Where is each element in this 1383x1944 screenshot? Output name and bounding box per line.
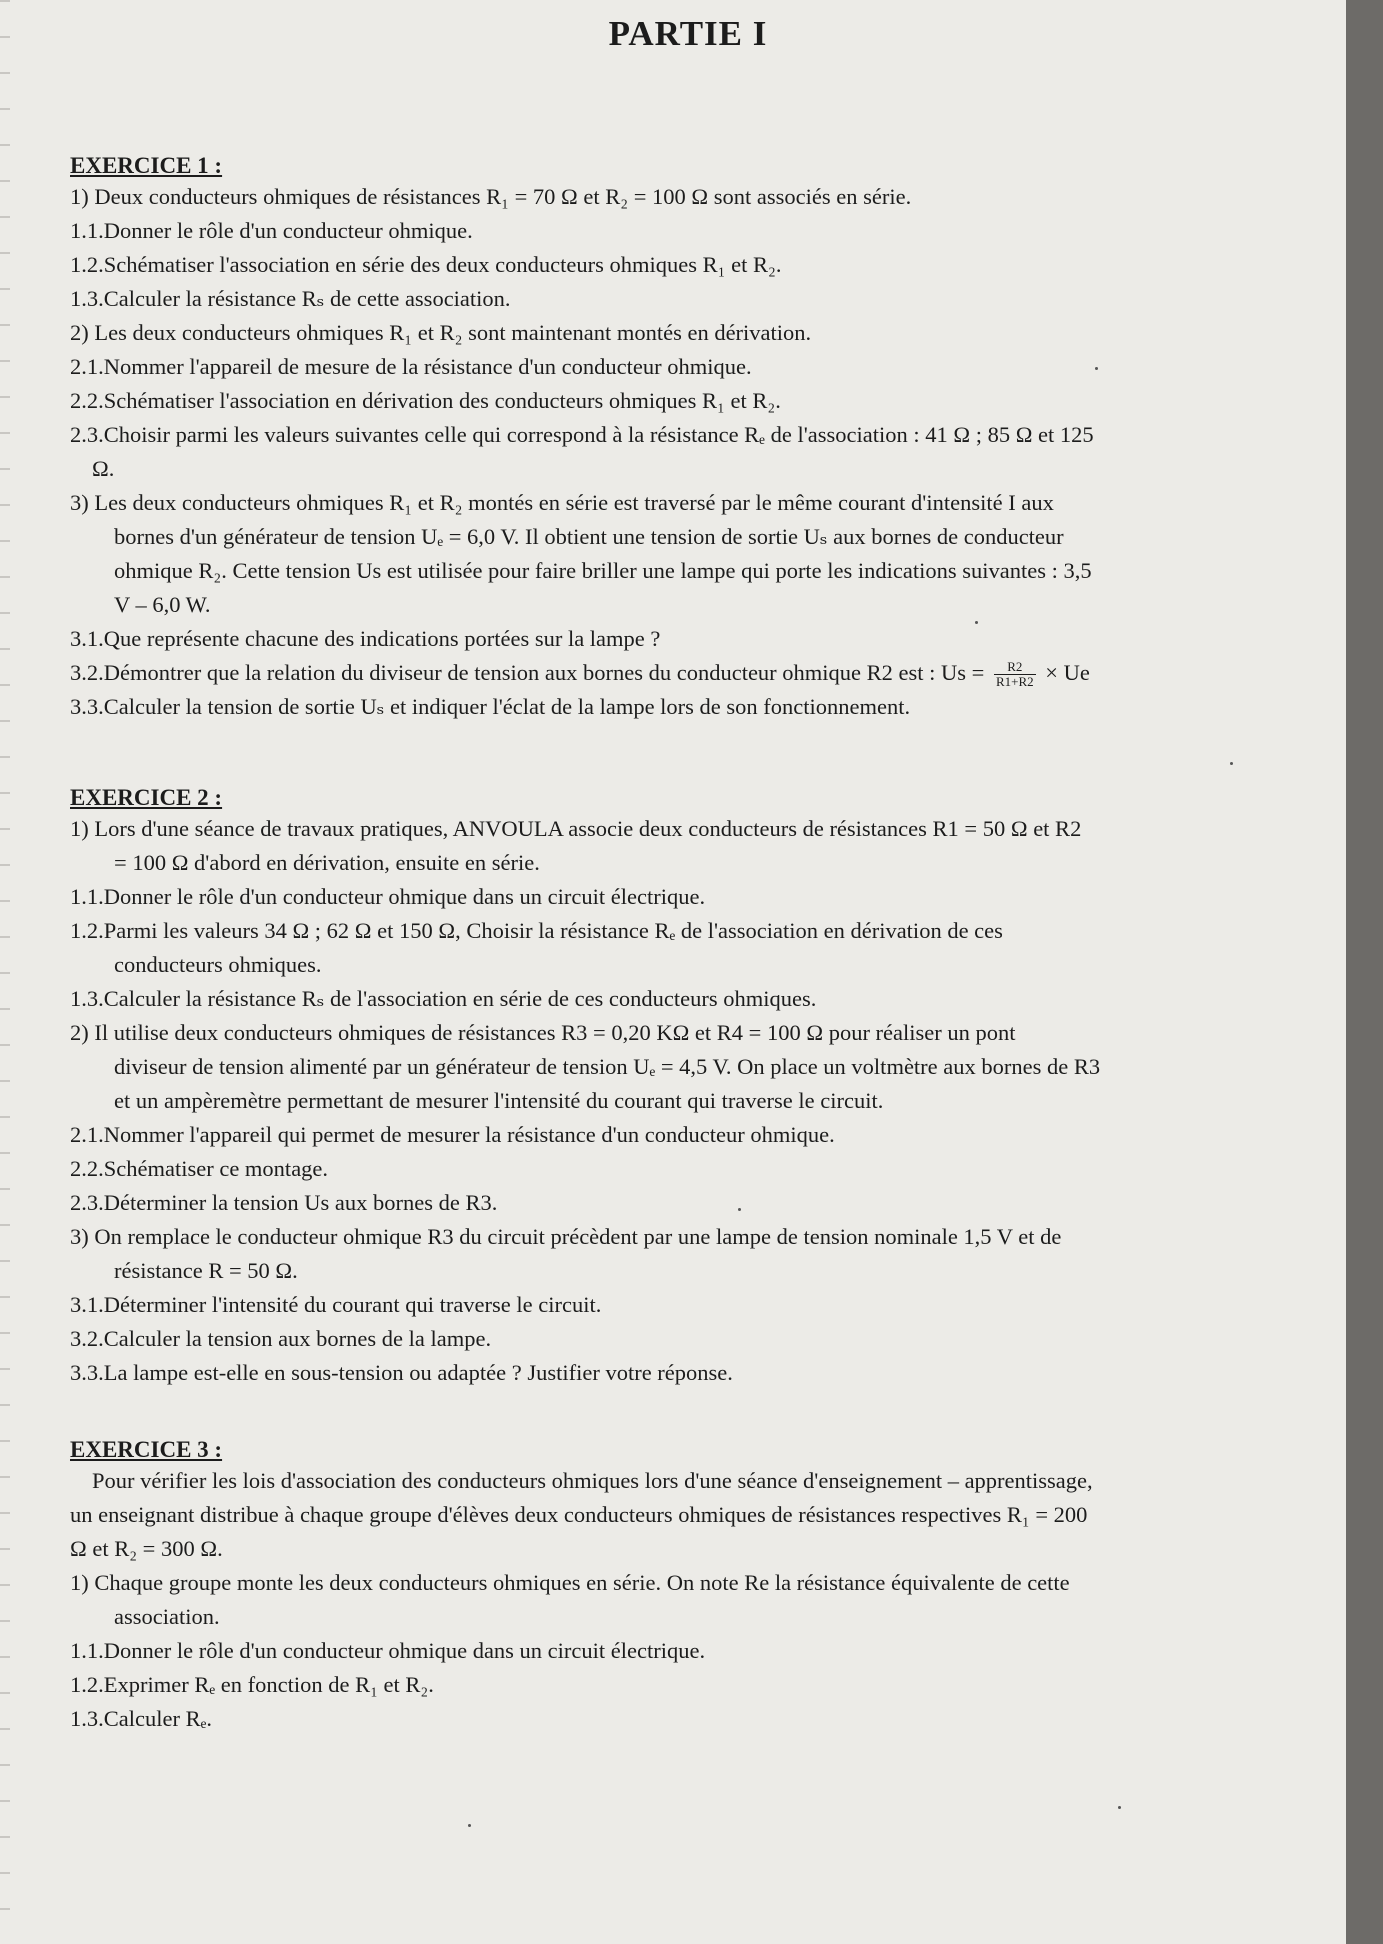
ex1-line: 1.1.Donner le rôle d'un conducteur ohmique. bbox=[70, 218, 473, 243]
exercise-3 bbox=[70, 1436, 1306, 1736]
ex1-formula-text: 3.2.Démontrer que la relation du diviseur de tension aux bornes du conducteur ohmique R2 est : Us = bbox=[70, 660, 985, 685]
speck bbox=[1230, 762, 1233, 765]
exercise-1-title: EXERCICE 1 : bbox=[70, 153, 223, 178]
fraction-denominator: R1+R2 bbox=[995, 674, 1034, 690]
page-edge bbox=[0, 0, 10, 1944]
ex3-line: 1.2.Exprimer Rₑ en fonction de R₁ et R₂. bbox=[70, 1672, 434, 1697]
ex1-line: 3.3.Calculer la tension de sortie Uₛ et indiquer l'éclat de la lampe lors de son fonctionnement. bbox=[70, 694, 911, 719]
fraction-numerator: R2 bbox=[994, 660, 1036, 675]
exercise-2-title: EXERCICE 2 : bbox=[70, 785, 223, 810]
ex1-line: 2.1.Nommer l'appareil de mesure de la résistance d'un conducteur ohmique. bbox=[70, 354, 752, 379]
ex2-line: 2) Il utilise deux conducteurs ohmiques de résistances R3 = 0,20 KΩ et R4 = 100 Ω pour réaliser un pont bbox=[70, 1020, 1016, 1045]
ex3-line: 1) Chaque groupe monte les deux conducteurs ohmiques en série. On note Re la résistance équivalente de cette bbox=[70, 1570, 1070, 1595]
ex2-line: 2.2.Schématiser ce montage. bbox=[70, 1156, 329, 1181]
ex1-line: 2) Les deux conducteurs ohmiques R₁ et R₂ sont maintenant montés en dérivation. bbox=[70, 320, 812, 345]
speck bbox=[1095, 367, 1098, 370]
speck bbox=[1118, 1806, 1121, 1809]
ex3-line: Ω et R₂ = 300 Ω. bbox=[70, 1536, 223, 1561]
speck bbox=[975, 621, 978, 624]
ex2-line: 2.1.Nommer l'appareil qui permet de mesurer la résistance d'un conducteur ohmique. bbox=[70, 1122, 835, 1147]
exercise-2 bbox=[70, 784, 1306, 1390]
ex1-divider-formula-line bbox=[70, 656, 1306, 690]
ex1-line: bornes d'un générateur de tension Uₑ = 6,0 V. Il obtient une tension de sortie Uₛ aux bornes de conducteur bbox=[114, 524, 1064, 549]
ex3-line: un enseignant distribue à chaque groupe d'élèves deux conducteurs ohmiques de résistances respectives R₁ = 200 bbox=[70, 1502, 1088, 1527]
ex1-line: 1.2.Schématiser l'association en série des deux conducteurs ohmiques R₁ et R₂. bbox=[70, 252, 782, 277]
ex3-line: association. bbox=[114, 1604, 220, 1629]
ex1-line: 1) Deux conducteurs ohmiques de résistances R₁ = 70 Ω et R₂ = 100 Ω sont associés en série. bbox=[70, 184, 912, 209]
ex2-line: 3.2.Calculer la tension aux bornes de la lampe. bbox=[70, 1326, 492, 1351]
ex2-line: 3.3.La lampe est-elle en sous-tension ou adaptée ? Justifier votre réponse. bbox=[70, 1360, 733, 1385]
ex3-line: Pour vérifier les lois d'association des conducteurs ohmiques lors d'une séance d'enseignement – apprentissage, bbox=[92, 1468, 1093, 1493]
speck bbox=[468, 1824, 471, 1827]
exercise-3-title: EXERCICE 3 : bbox=[70, 1437, 223, 1462]
ex2-line: résistance R = 50 Ω. bbox=[114, 1258, 298, 1283]
ex2-line: 3.1.Déterminer l'intensité du courant qui traverse le circuit. bbox=[70, 1292, 602, 1317]
ex1-line: 2.3.Choisir parmi les valeurs suivantes celle qui correspond à la résistance Rₑ de l'association : 41 Ω ; 85 Ω et 125 bbox=[70, 422, 1094, 447]
ex2-line: et un ampèremètre permettant de mesurer l'intensité du courant qui traverse le circuit. bbox=[114, 1088, 884, 1113]
ex1-line: ohmique R₂. Cette tension Us est utilisée pour faire briller une lampe qui porte les indications suivantes : 3,5 bbox=[114, 558, 1092, 583]
ex1-line: 3) Les deux conducteurs ohmiques R₁ et R₂ montés en série est traversé par le même courant d'intensité I aux bbox=[70, 490, 1054, 515]
ex1-line: 2.2.Schématiser l'association en dérivation des conducteurs ohmiques R₁ et R₂. bbox=[70, 388, 781, 413]
ex2-line: conducteurs ohmiques. bbox=[114, 952, 322, 977]
ex3-line: 1.3.Calculer Rₑ. bbox=[70, 1706, 212, 1731]
ex2-line: 2.3.Déterminer la tension Us aux bornes de R3. bbox=[70, 1190, 498, 1215]
ex2-line: diviseur de tension alimenté par un générateur de tension Uₑ = 4,5 V. On place un voltmètre aux bornes de R3 bbox=[114, 1054, 1101, 1079]
ex1-line: 3.1.Que représente chacune des indications portées sur la lampe ? bbox=[70, 626, 661, 651]
ex2-line: 3) On remplace le conducteur ohmique R3 du circuit précèdent par une lampe de tension nominale 1,5 V et de bbox=[70, 1224, 1062, 1249]
ex1-line: Ω. bbox=[92, 456, 115, 481]
speck bbox=[738, 1208, 741, 1211]
ex1-line: 1.3.Calculer la résistance Rₛ de cette association. bbox=[70, 286, 511, 311]
ex1-formula-tail: × Ue bbox=[1045, 660, 1090, 685]
ex3-line: 1.1.Donner le rôle d'un conducteur ohmique dans un circuit électrique. bbox=[70, 1638, 706, 1663]
ex1-line: V – 6,0 W. bbox=[114, 592, 211, 617]
ex2-line: 1) Lors d'une séance de travaux pratiques, ANVOULA associe deux conducteurs de résistances R1 = 50 Ω et R2 bbox=[70, 816, 1082, 841]
part-title: PARTIE I bbox=[608, 14, 768, 53]
exercise-1 bbox=[70, 152, 1306, 724]
ex2-line: 1.2.Parmi les valeurs 34 Ω ; 62 Ω et 150 Ω, Choisir la résistance Rₑ de l'association en dérivation de ces bbox=[70, 918, 1003, 943]
ex2-line: 1.3.Calculer la résistance Rₛ de l'association en série de ces conducteurs ohmiques. bbox=[70, 986, 817, 1011]
ex2-line: 1.1.Donner le rôle d'un conducteur ohmique dans un circuit électrique. bbox=[70, 884, 706, 909]
voltage-divider-fraction bbox=[994, 660, 1036, 689]
ex2-line: = 100 Ω d'abord en dérivation, ensuite en série. bbox=[114, 850, 540, 875]
